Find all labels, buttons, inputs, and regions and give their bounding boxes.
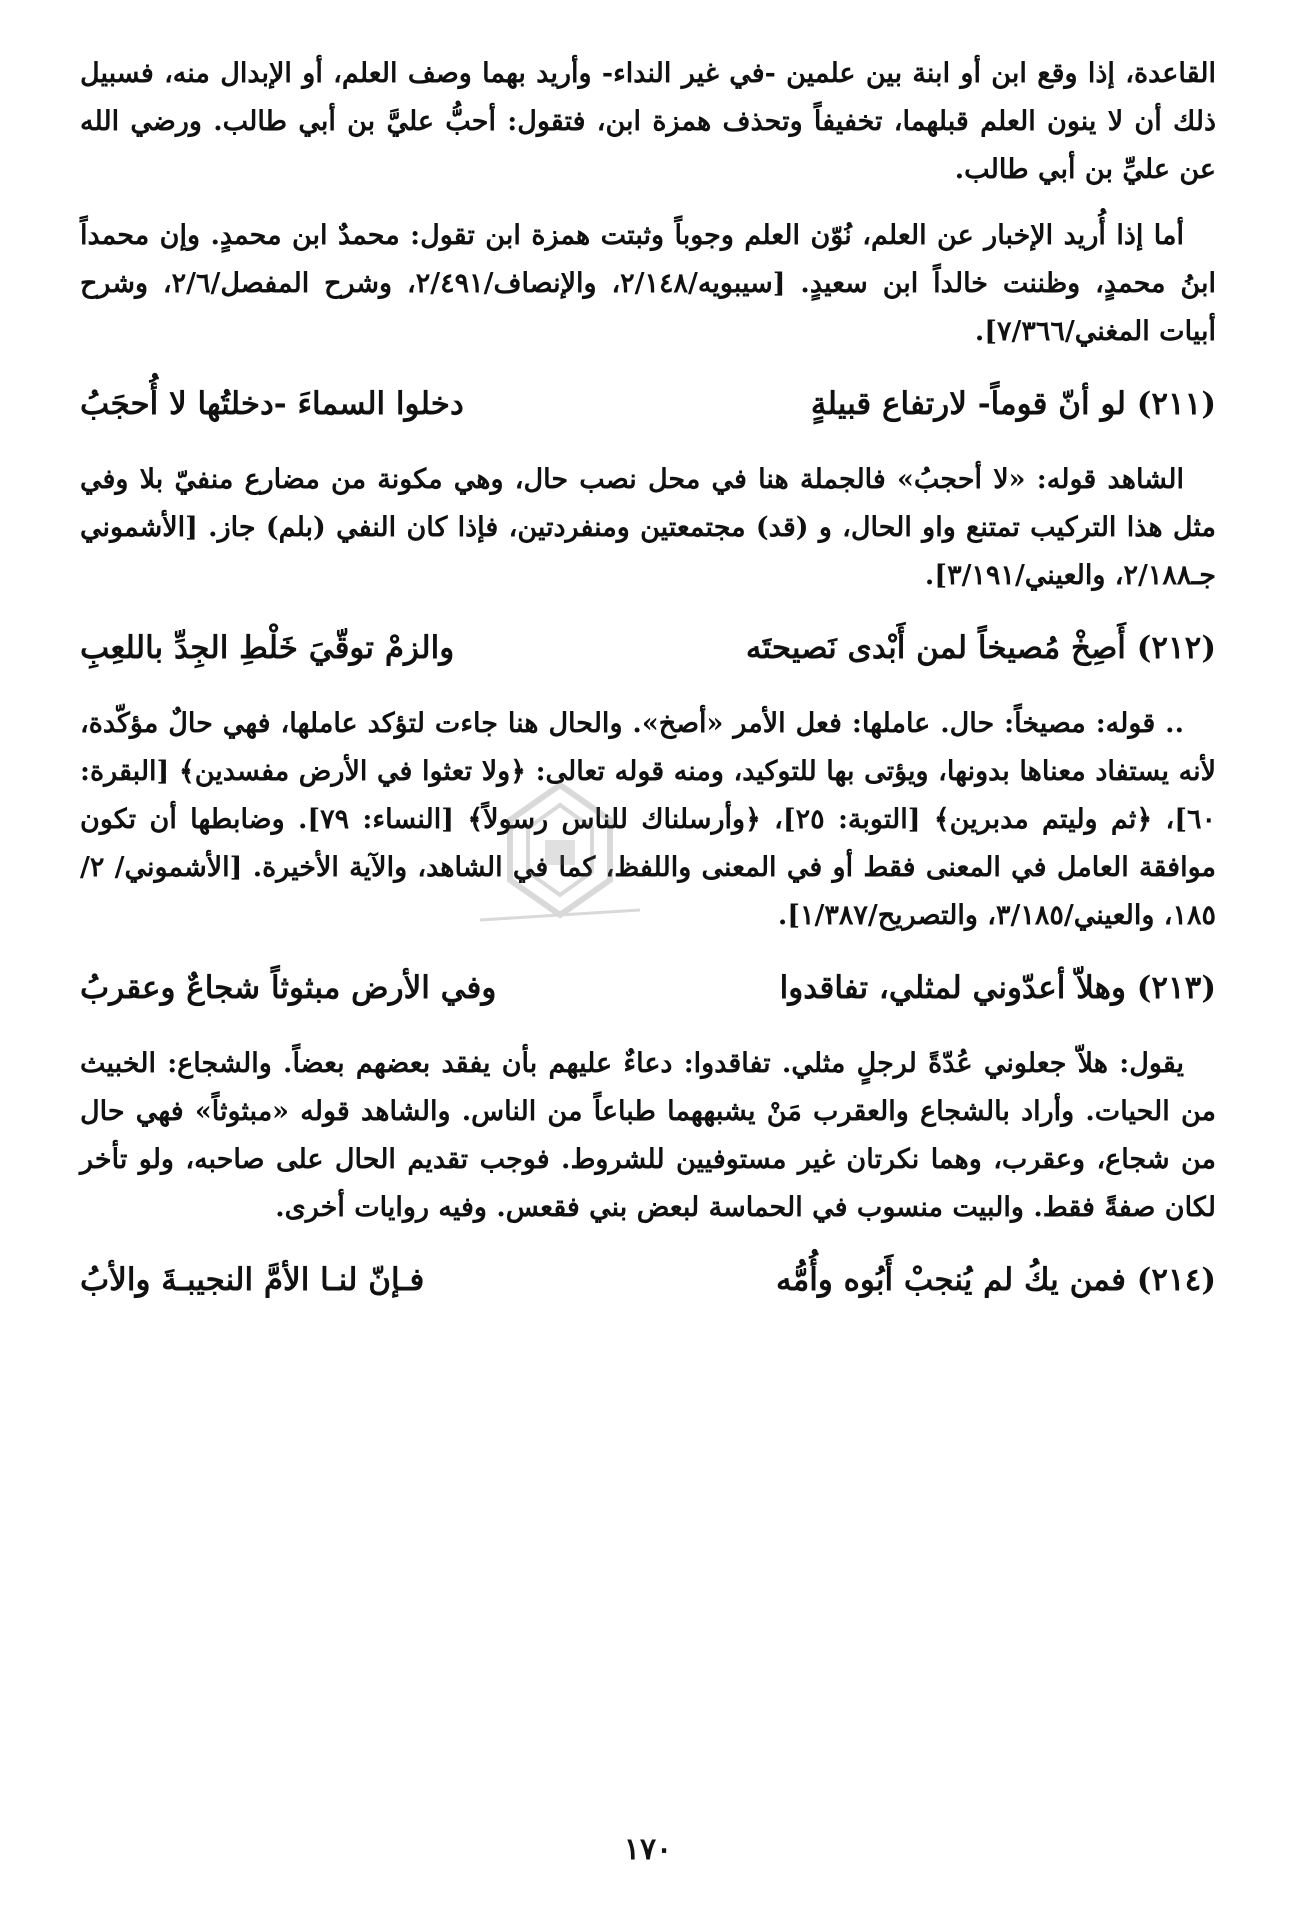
paragraph-commentary-211: الشاهد قوله: «لا أحجبُ» فالجملة هنا في محل نصب حال، وهي مكونة من مضارع منفيّ بلا وفي مثل هذا التركيب تمتنع واو الحال، و (قد) مجتمعتين ومنفردتين، فإذا كان النفي (بلم) جاز. [الأشموني جـ٢/١٨٨، والعيني/٣/١٩١].	[80, 464, 1216, 591]
verse-211	[80, 374, 1216, 434]
body-text	[80, 50, 1216, 356]
page-number: ١٧٠	[623, 1832, 673, 1867]
commentary-213	[80, 1040, 1216, 1232]
paragraph-commentary-213: يقول: هلاّ جعلوني عُدّةً لرجلٍ مثلي. تفاقدوا: دعاءٌ عليهم بأن يفقد بعضهم بعضاً. والشجاع: الخبيث من الحيات. وأراد بالشجاع والعقرب مَنْ يشبههما طباعاً من الناس. والشاهد قوله «مبثوثاً» فهي حال من شجاع، وعقرب، وهما نكرتان غير مستوفيين للشروط. فوجب تقديم الحال على صاحبه، ولو تأخر لكان صفةً فقط. والبيت منسوب في الحماسة لبعض بني فقعس. وفيه روايات أخرى.	[80, 1048, 1217, 1223]
paragraph-commentary-212: .. قوله: مصيخاً: حال. عاملها: فعل الأمر «أصخ». والحال هنا جاءت لتؤكد عاملها، فهي حالٌ مؤكّدة، لأنه يستفاد معناها بدونها، ويؤتى بها للتوكيد، ومنه قوله تعالى: ﴿ولا تعثوا في الأرض مفسدين﴾ [البقرة: ٦٠]، ﴿ثم وليتم مدبرين﴾ [التوبة: ٢٥]، ﴿وأرسلناك للناس رسولاً﴾ [النساء: ٧٩]. وضابطها أن تكون موافقة العامل في المعنى فقط أو في المعنى واللفظ، كما في الشاهد، والآية الأخيرة. [الأشموني/ ٢/ ١٨٥، والعيني/٣/١٨٥، والتصريح/١/٣٨٧].	[80, 708, 1216, 931]
library-seal-icon	[460, 780, 660, 930]
paragraph-predicate-rule: أما إذا أُريد الإخبار عن العلم، نُوّن العلم وجوباً وثبتت همزة ابن تقول: محمدٌ ابن محمدٍ. وإن محمداً ابنُ محمدٍ، وظننت خالداً ابن سعيدٍ. [سيبويه/٢/١٤٨، والإنصاف/٢/٤٩١، وشرح المفصل/٢/٦، وشرح أبيات المغني/٧/٣٦٦].	[80, 220, 1216, 347]
verse-213-first-hemistich: (٢١٣) وهلاّ أعدّوني لمثلي، تفاقدوا	[779, 970, 1216, 1006]
verse-212	[80, 618, 1216, 678]
verse-214-first-hemistich: (٢١٤) فمن يكُ لم يُنجبْ أَبُوه وأُمُّه	[776, 1262, 1216, 1298]
verse-213-second-hemistich: وفي الأرض مبثوثاً شجاعٌ وعقربُ	[80, 970, 497, 1006]
verse-213	[80, 958, 1216, 1018]
verse-214	[80, 1250, 1216, 1310]
verse-211-second-hemistich: دخلوا السماءَ -دخلتُها لا أُحجَبُ	[80, 386, 464, 422]
verse-212-first-hemistich: (٢١٢) أَصِخْ مُصيخاً لمن أَبْدى نَصيحتَه	[745, 630, 1216, 666]
paragraph-name-rule: القاعدة، إذا وقع ابن أو ابنة بين علمين -في غير النداء- وأريد بهما وصف العلم، أو الإبدال منه، فسبيل ذلك أن لا ينون العلم قبلهما، تخفيفاً وتحذف همزة ابن، فتقول: أحبُّ عليَّ بن أبي طالب. ورضي الله عن عليِّ بن أبي طالب.	[80, 58, 1216, 185]
verse-212-second-hemistich: والزمْ توقّيَ خَلْطِ الجِدِّ باللعِبِ	[80, 630, 455, 666]
verse-211-first-hemistich: (٢١١) لو أنّ قوماً- لارتفاع قبيلةٍ	[810, 386, 1216, 422]
verse-214-second-hemistich: فـإنّ لنـا الأمَّ النجيبـةَ والأبُ	[80, 1262, 425, 1298]
commentary-211	[80, 456, 1216, 600]
